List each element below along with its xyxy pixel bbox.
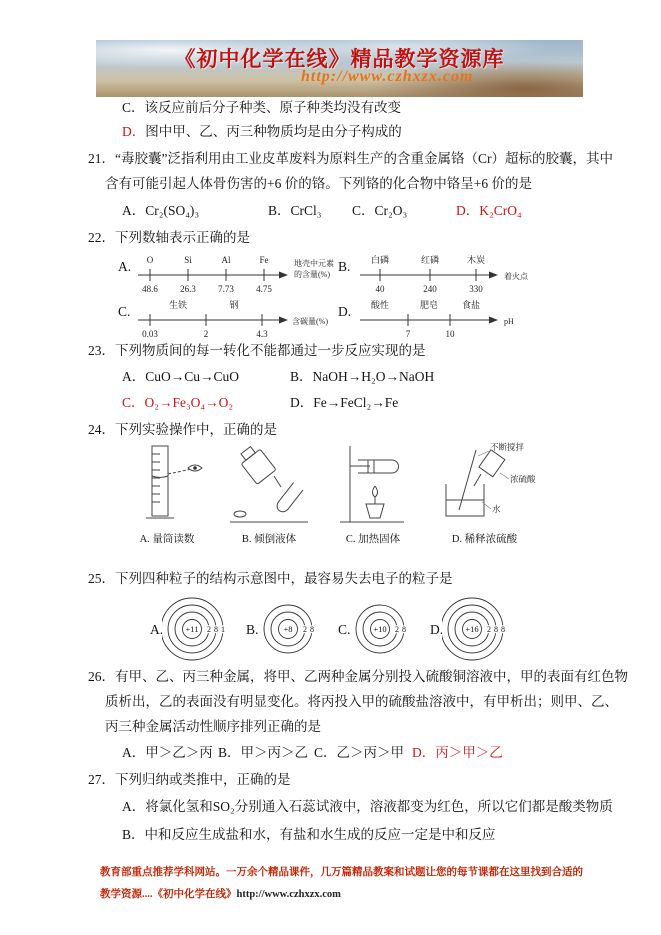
q22-axis-d-label: D. (338, 304, 352, 319)
svg-text:pH: pH (504, 317, 514, 326)
svg-text:+11: +11 (185, 624, 199, 634)
svg-text:+10: +10 (373, 624, 387, 634)
svg-text:O: O (146, 255, 154, 265)
q25-stem: 25．下列四种粒子的结构示意图中，最容易失去电子的粒子是 (88, 571, 453, 586)
svg-text:8: 8 (494, 625, 498, 634)
q26-option-b: B．甲＞丙＞乙 (218, 745, 309, 760)
prev-option-d-letter: D． (122, 124, 146, 139)
svg-text:白磷: 白磷 (370, 255, 390, 265)
footer-line1: 教育部重点推荐学科网站。一万余个精品课件，几万篇精品教案和试题让您的每节课都在这里找到合适的 (100, 867, 583, 878)
svg-text:2: 2 (203, 329, 209, 339)
q25-particle-d-label: D. (430, 622, 444, 637)
q26-stem-line2: 质析出，乙的表面没有明显变化。将丙投入甲的硫酸盐溶液中，有甲析出；则甲、乙、 (105, 694, 618, 709)
q22-axis-c-diagram (136, 293, 348, 341)
svg-text:0.03: 0.03 (142, 329, 158, 339)
svg-text:Al: Al (221, 255, 231, 265)
q25-particle-c-label: C. (338, 622, 351, 637)
q24-caption-b: B. 倾倒液体 (241, 534, 297, 545)
svg-text:水: 水 (492, 504, 501, 514)
svg-text:7: 7 (405, 329, 411, 339)
prev-option-c: C．该反应前后分子种类、原子种类均没有改变 (122, 100, 402, 115)
svg-text:8: 8 (310, 625, 314, 634)
q22-axis-a-diagram (136, 248, 351, 296)
svg-text:不断搅拌: 不断搅拌 (490, 442, 525, 452)
q22-axis-b-label: B. (338, 259, 351, 274)
svg-text:2: 2 (303, 625, 307, 634)
svg-text:木炭: 木炭 (466, 255, 486, 265)
svg-text:着火点: 着火点 (504, 272, 528, 281)
q21-option-b: B．CrCl₃ (268, 203, 322, 218)
q23-stem: 23．下列物质间的每一转化不能都通过一步反应实现的是 (88, 343, 426, 358)
q21-option-a: A．Cr₂(SO₄)₃ (122, 203, 200, 218)
svg-text:7.73: 7.73 (218, 284, 234, 294)
q26-stem-line3: 丙三种金属活动性顺序排列正确的是 (105, 719, 321, 734)
svg-text:330: 330 (469, 284, 483, 294)
svg-text:肥皂: 肥皂 (419, 300, 439, 310)
svg-text:8: 8 (501, 625, 505, 634)
q22-axis-c-label: C. (118, 304, 131, 319)
svg-text:含碳量(%): 含碳量(%) (292, 317, 328, 326)
svg-text:8: 8 (402, 625, 406, 634)
q24-stem: 24．下列实验操作中，正确的是 (88, 422, 277, 437)
q26-option-d: D．丙＞甲＞乙 (412, 745, 503, 760)
q24-caption-c: C. 加热固体 (345, 534, 401, 545)
svg-text:4.3: 4.3 (256, 329, 268, 339)
prev-option-d (122, 123, 402, 142)
svg-text:的含量(%): 的含量(%) (294, 270, 330, 279)
q22-axis-a-label: A. (118, 259, 132, 274)
q22-axis-b-diagram (358, 248, 548, 296)
atom-diagram-a (162, 597, 242, 661)
svg-text:生铁: 生铁 (168, 300, 188, 310)
q27-stem: 27．下列归纳或类推中，正确的是 (88, 772, 291, 787)
q24-caption-a: A. 量筒读数 (139, 534, 195, 545)
q24-caption-d: D. 稀释浓硫酸 (451, 534, 518, 545)
banner-url: http://www.czhxzx.com (301, 68, 474, 85)
q21-stem-line2: 含有可能引起人体骨伤害的+6 价的铬。下列铬的化合物中铬呈+6 价的是 (105, 176, 532, 191)
atom-diagram-c (350, 597, 430, 661)
svg-text:红磷: 红磷 (420, 255, 440, 265)
q27-option-b: B．中和反应生成盐和水，有盐和水生成的反应一定是中和反应 (122, 827, 496, 842)
footer-line2-text: 教学资源....《初中化学在线》 (100, 889, 237, 900)
q23-option-c: C．O₂→Fe₃O₄→O₂ (122, 395, 234, 410)
svg-text:地壳中元素: 地壳中元素 (294, 259, 334, 268)
q27-option-a: A．将氯化氢和SO₂分别通入石蕊试液中，溶液都变为红色，所以它们都是酸类物质 (122, 799, 613, 814)
q23-option-a: A．CuO→Cu→CuO (122, 369, 240, 384)
svg-text:浓硫酸: 浓硫酸 (510, 474, 536, 484)
q21-option-d: D．K₂CrO₄ (456, 203, 522, 218)
svg-text:钢: 钢 (229, 300, 239, 310)
svg-text:4.75: 4.75 (256, 284, 272, 294)
atom-diagram-d (442, 597, 522, 661)
svg-text:2: 2 (395, 625, 399, 634)
svg-text:2: 2 (487, 625, 491, 634)
svg-text:26.3: 26.3 (180, 284, 196, 294)
svg-text:10: 10 (445, 329, 455, 339)
svg-text:40: 40 (375, 284, 385, 294)
q26-stem-line1: 26．有甲、乙、丙三种金属，将甲、乙两种金属分别投入硫酸铜溶液中，甲的表面有红色物 (88, 669, 628, 684)
footer-line2 (100, 886, 341, 901)
svg-text:240: 240 (423, 284, 437, 294)
q25-particle-a-label: A. (150, 622, 164, 637)
svg-text:Si: Si (184, 255, 192, 265)
graduated-cylinder-illustration (122, 440, 212, 530)
q23-option-d: D．Fe→FeCl₂→Fe (290, 395, 399, 410)
svg-text:1: 1 (221, 625, 225, 634)
svg-text:+8: +8 (283, 624, 293, 634)
svg-text:+16: +16 (465, 624, 479, 634)
q22-axis-d-diagram (358, 293, 548, 341)
site-banner (96, 40, 583, 97)
svg-text:食盐: 食盐 (461, 300, 481, 310)
pouring-liquid-illustration (224, 440, 314, 530)
q21-option-c: C．Cr₂O₃ (352, 203, 408, 218)
footer-url: http://www.czhxzx.com (236, 889, 341, 900)
q23-option-b: B．NaOH→H₂O→NaOH (290, 369, 435, 384)
atom-diagram-b (258, 597, 338, 661)
svg-text:48.6: 48.6 (142, 284, 158, 294)
svg-text:Fe: Fe (259, 255, 269, 265)
svg-text:8: 8 (214, 625, 218, 634)
q22-stem: 22．下列数轴表示正确的是 (88, 230, 250, 245)
diluting-acid-illustration (432, 440, 537, 530)
q21-stem-line1: 21．“毒胶囊”泛指利用由工业皮革废料为原料生产的含重金属铬（Cr）超标的胶囊，其中 (88, 151, 613, 166)
prev-option-d-text: 图中甲、乙、丙三种物质均是由分子构成的 (145, 124, 402, 139)
q26-option-c: C．乙＞丙＞甲 (314, 745, 405, 760)
banner-title: 《初中化学在线》精品教学资源库 (174, 47, 505, 71)
heating-solid-illustration (328, 440, 418, 530)
q26-option-a: A．甲＞乙＞丙 (122, 745, 213, 760)
q25-particle-b-label: B. (246, 622, 259, 637)
svg-text:2: 2 (207, 625, 211, 634)
svg-text:酸性: 酸性 (370, 300, 390, 310)
